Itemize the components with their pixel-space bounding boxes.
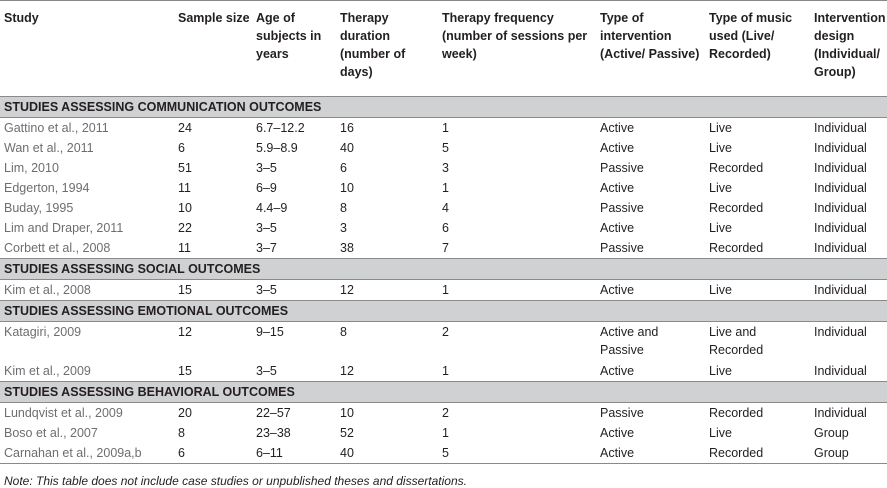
- table-row: [0, 423, 887, 443]
- cell-design: Individual: [814, 325, 867, 339]
- cell-sample-size: 11: [178, 241, 191, 255]
- cell-duration: 8: [340, 325, 347, 339]
- table-row: [0, 238, 887, 259]
- cell-frequency: 2: [442, 406, 449, 420]
- cell-age: 6.7–12.2: [256, 121, 305, 135]
- cell-intervention-type: Passive: [600, 201, 644, 215]
- table-row: [0, 280, 887, 301]
- cell-music-type: Live: [709, 221, 732, 235]
- cell-duration: 38: [340, 241, 354, 255]
- header-study: Study: [0, 1, 174, 97]
- cell-design: Group: [814, 426, 849, 440]
- cell-frequency: 6: [442, 221, 449, 235]
- section-title: STUDIES ASSESSING COMMUNICATION OUTCOMES: [0, 97, 887, 118]
- cell-intervention-type: Passive: [600, 241, 644, 255]
- cell-sample-size: 51: [178, 161, 192, 175]
- cell-intervention-type: Passive: [600, 406, 644, 420]
- table-row: [0, 198, 887, 218]
- cell-design: Individual: [814, 181, 867, 195]
- cell-age: 9–15: [256, 325, 284, 339]
- cell-music-type: Live: [709, 364, 732, 378]
- cell-study: Buday, 1995: [4, 201, 74, 215]
- table-row: [0, 138, 887, 158]
- cell-sample-size: 10: [178, 201, 192, 215]
- table-note: Note: This table does not include case studies or unpublished theses and dissertations.: [4, 474, 467, 488]
- cell-music-type: Live: [709, 181, 732, 195]
- cell-sample-size: 24: [178, 121, 192, 135]
- cell-duration: 8: [340, 201, 347, 215]
- table-row: [0, 322, 887, 362]
- cell-music-type: Live and Recorded: [709, 325, 764, 357]
- section-header: [0, 97, 887, 118]
- section-header: [0, 259, 887, 280]
- cell-sample-size: 11: [178, 181, 191, 195]
- cell-intervention-type: Active: [600, 426, 635, 440]
- section-title: STUDIES ASSESSING EMOTIONAL OUTCOMES: [0, 301, 887, 322]
- cell-duration: 40: [340, 141, 354, 155]
- cell-intervention-type: Active: [600, 121, 635, 135]
- cell-study: Kim et al., 2008: [4, 283, 91, 297]
- cell-frequency: 3: [442, 161, 449, 175]
- table-row: [0, 443, 887, 464]
- cell-duration: 16: [340, 121, 354, 135]
- cell-study: Kim et al., 2009: [4, 364, 91, 378]
- cell-frequency: 1: [442, 181, 449, 195]
- cell-sample-size: 15: [178, 283, 192, 297]
- cell-sample-size: 12: [178, 325, 192, 339]
- cell-design: Individual: [814, 364, 867, 378]
- cell-age: 6–11: [252, 443, 336, 464]
- cell-duration: 52: [340, 426, 354, 440]
- cell-duration: 40: [336, 443, 438, 464]
- cell-music-type: Live: [709, 283, 732, 297]
- cell-design: Individual: [814, 221, 867, 235]
- cell-frequency: 1: [442, 283, 449, 297]
- cell-frequency: 4: [442, 201, 449, 215]
- table-body: [0, 97, 887, 464]
- cell-study: Corbett et al., 2008: [4, 241, 111, 255]
- cell-design: Individual: [814, 141, 867, 155]
- cell-age: 3–5: [256, 364, 277, 378]
- cell-design: Individual: [814, 201, 867, 215]
- cell-age: 6–9: [256, 181, 277, 195]
- cell-study: Lim, 2010: [4, 161, 59, 175]
- cell-duration: 3: [340, 221, 347, 235]
- cell-design: Individual: [814, 283, 867, 297]
- cell-study: Katagiri, 2009: [4, 325, 82, 339]
- cell-intervention-type: Active: [596, 443, 705, 464]
- section-title: STUDIES ASSESSING BEHAVIORAL OUTCOMES: [0, 382, 887, 403]
- cell-age: 5.9–8.9: [256, 141, 298, 155]
- header-therapy-duration: Therapy duration (number of days): [336, 1, 438, 97]
- cell-sample-size: 20: [178, 406, 192, 420]
- cell-music-type: Recorded: [705, 443, 810, 464]
- cell-sample-size: 8: [178, 426, 185, 440]
- cell-intervention-type: Active: [600, 141, 635, 155]
- cell-design: Individual: [814, 241, 867, 255]
- cell-age: 4.4–9: [256, 201, 288, 215]
- cell-intervention-type: Active: [600, 181, 635, 195]
- cell-frequency: 1: [442, 426, 449, 440]
- cell-music-type: Recorded: [709, 201, 764, 215]
- cell-music-type: Recorded: [709, 161, 764, 175]
- cell-design: Individual: [814, 121, 867, 135]
- cell-age: 3–5: [256, 283, 277, 297]
- section-title: STUDIES ASSESSING SOCIAL OUTCOMES: [0, 259, 887, 280]
- cell-duration: 12: [340, 283, 354, 297]
- table-row: [0, 118, 887, 139]
- cell-frequency: 2: [442, 325, 449, 339]
- cell-music-type: Live: [709, 121, 732, 135]
- section-header: [0, 301, 887, 322]
- cell-age: 3–7: [256, 241, 277, 255]
- cell-study: Edgerton, 1994: [4, 181, 90, 195]
- table-row: [0, 158, 887, 178]
- cell-study: Carnahan et al., 2009a,b: [0, 443, 174, 464]
- section-header: [0, 382, 887, 403]
- cell-music-type: Live: [709, 141, 732, 155]
- cell-age: 3–5: [256, 161, 277, 175]
- cell-study: Boso et al., 2007: [4, 426, 98, 440]
- cell-duration: 10: [340, 181, 354, 195]
- header-sample-size: Sample size: [174, 1, 252, 97]
- cell-age: 23–38: [256, 426, 291, 440]
- cell-sample-size: 6: [178, 141, 185, 155]
- cell-frequency: 5: [442, 141, 449, 155]
- cell-design: Individual: [814, 406, 867, 420]
- cell-sample-size: 22: [178, 221, 192, 235]
- cell-frequency: 1: [442, 364, 449, 378]
- cell-study: Gattino et al., 2011: [4, 121, 109, 135]
- cell-music-type: Recorded: [709, 406, 764, 420]
- cell-frequency: 1: [442, 121, 449, 135]
- cell-duration: 10: [340, 406, 354, 420]
- header-music-type: Type of music used (Live/ Recorded): [705, 1, 810, 97]
- cell-design: Group: [810, 443, 887, 464]
- cell-study: Lim and Draper, 2011: [4, 221, 124, 235]
- cell-study: Wan et al., 2011: [4, 141, 94, 155]
- cell-sample-size: 6: [174, 443, 252, 464]
- cell-design: Individual: [814, 161, 867, 175]
- header-row: [0, 1, 887, 97]
- cell-intervention-type: Active: [600, 283, 635, 297]
- cell-duration: 12: [340, 364, 354, 378]
- table-row: [0, 361, 887, 382]
- cell-music-type: Live: [709, 426, 732, 440]
- cell-frequency: 7: [442, 241, 449, 255]
- cell-duration: 6: [340, 161, 347, 175]
- table-row: [0, 403, 887, 424]
- cell-intervention-type: Active: [600, 221, 635, 235]
- cell-study: Lundqvist et al., 2009: [4, 406, 123, 420]
- cell-age: 22–57: [256, 406, 291, 420]
- table-row: [0, 218, 887, 238]
- cell-intervention-type: Active and Passive: [600, 325, 659, 357]
- cell-age: 3–5: [256, 221, 277, 235]
- header-therapy-frequency: Therapy frequency (number of sessions per week): [438, 1, 596, 97]
- cell-intervention-type: Active: [600, 364, 635, 378]
- table-row: [0, 178, 887, 198]
- header-intervention-design: Intervention design (Individual/ Group): [810, 1, 887, 97]
- cell-intervention-type: Passive: [600, 161, 644, 175]
- cell-frequency: 5: [438, 443, 596, 464]
- cell-sample-size: 15: [178, 364, 192, 378]
- cell-music-type: Recorded: [709, 241, 764, 255]
- header-age: Age of subjects in years: [252, 1, 336, 97]
- header-intervention-type: Type of intervention (Active/ Passive): [596, 1, 705, 97]
